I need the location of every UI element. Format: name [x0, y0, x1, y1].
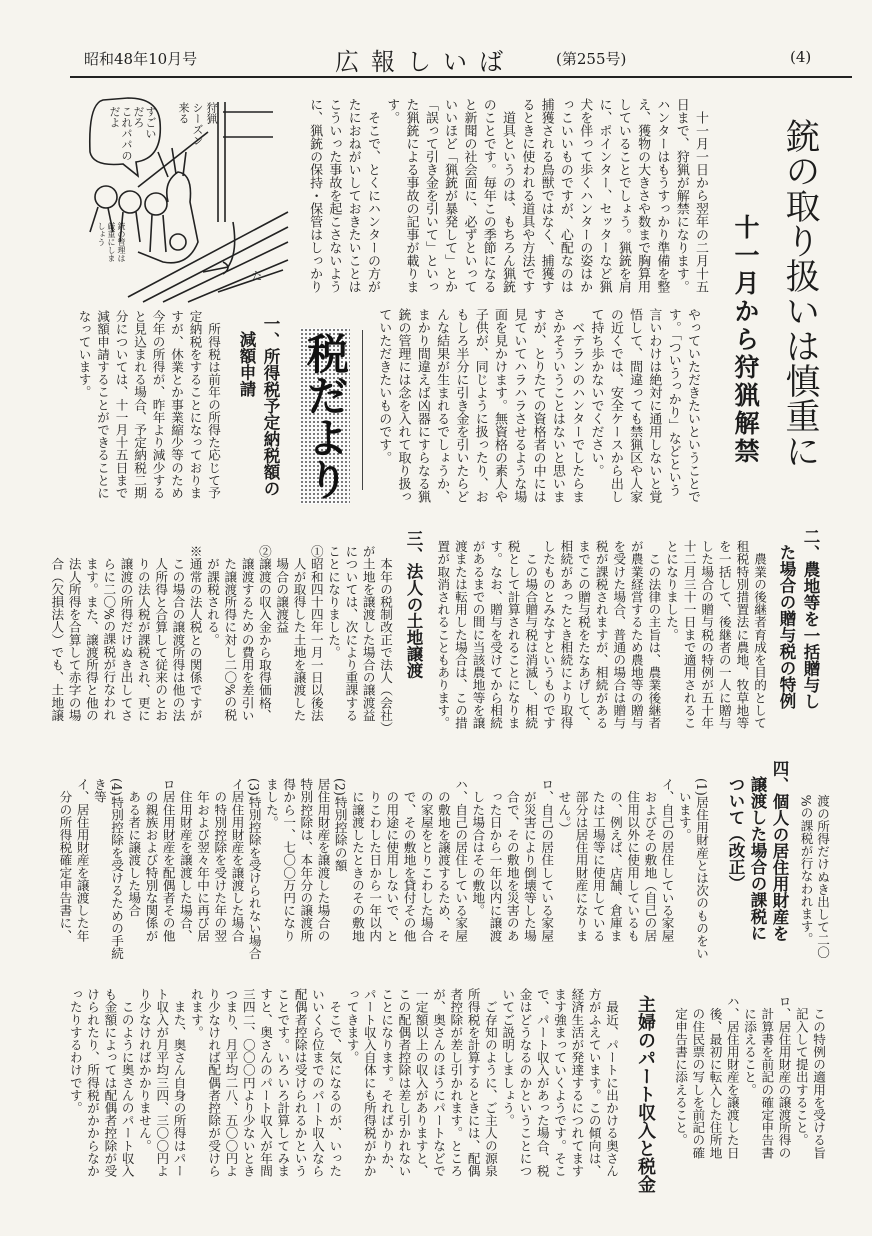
text-column: ハンターはもうすっかり準備を整: [654, 98, 670, 293]
text-column: が土地を譲渡した場合の譲渡益: [360, 545, 376, 722]
text-column: やっていただきたいということで: [685, 308, 700, 503]
text-column: 税として計算されることになりま: [505, 540, 521, 729]
text-column: 住用財産を譲渡した場合、: [177, 778, 193, 942]
artist-signature: た: [250, 270, 263, 281]
text-column: に添えること。: [742, 995, 757, 1096]
text-column: 十一月一日から翌年の二月十五: [693, 98, 708, 293]
text-column: 今年の所得が、昨年より減少する: [150, 310, 166, 499]
text-column: ベテランのハンターでしたらま: [569, 308, 585, 503]
item5-body: [67, 988, 621, 1177]
text-column: が農業経営するため農地等の贈与: [628, 540, 644, 729]
text-column: (1)居住用財産とは次のものをい: [694, 778, 709, 960]
item4-heading: [724, 760, 790, 942]
text-column: と新聞の社会面に、必ずといって: [461, 98, 477, 293]
text-column: 見ていてハラハラさせるような場: [511, 308, 527, 503]
text-column: 部分は居住用財産になりま: [573, 778, 589, 942]
tax-column-banner: [300, 328, 350, 504]
text-column: 合（欠損法人）でも、土地譲: [49, 545, 65, 722]
text-column: 金はどうなるのかということにつ: [517, 988, 533, 1177]
text-column: ことになりました。: [326, 545, 342, 659]
text-column: この配偶者控除は差し引かれない: [396, 988, 412, 1177]
text-column: りの法人税が課税され、更に: [135, 545, 151, 722]
text-column: と見込まれる場合、予定納税二期: [132, 310, 147, 499]
hunting-article-body-bottom: [374, 308, 702, 503]
text-column: (3)特別控除を受けられない場合: [246, 778, 262, 960]
speech-bubble: [108, 106, 156, 161]
text-column: の特別控除を受けた年の翌: [212, 778, 228, 942]
text-column: ご存知のように、ご主人の源泉: [482, 988, 498, 1177]
text-column: イ、自己の居住している家屋: [659, 778, 675, 942]
text-column: で、その敷地を貸付その他: [401, 778, 417, 942]
text-column: 配偶者控除は受けられるかという: [292, 988, 308, 1177]
text-column: した場合はその敷地。: [470, 778, 486, 917]
bubble-line: すごい: [144, 106, 157, 139]
text-column: した場合の贈与税の特例が五十年: [699, 540, 715, 729]
text-column: 経済生活が発達するにつれてます: [569, 988, 585, 1177]
text-column: 分については、十一月十五日まで: [113, 310, 129, 499]
text-column: 犬を伴って歩くハンターの姿はか: [577, 98, 593, 293]
text-column: 渡または転用した場合は、この措: [452, 540, 468, 729]
item2-heading: [774, 528, 822, 710]
text-column: るときに使われる道具や方法です: [519, 98, 535, 293]
text-column: 三四二、〇〇〇円より少ないとき: [240, 988, 256, 1177]
text-column: ロ、自己の居住している家屋: [539, 778, 555, 942]
text-column: ました。: [263, 778, 279, 829]
text-column: ハ、自己の居住している家屋: [453, 778, 469, 942]
text-column: せん。）: [556, 778, 572, 835]
caption-line: 狩猟: [205, 102, 218, 124]
text-column: 譲渡の所得だけぬき出してさ: [118, 545, 134, 722]
text-column: つまり、月平均二八、五〇〇円よ: [223, 988, 239, 1177]
text-column: (4)特別控除を受けるための手続: [109, 778, 125, 960]
heading-line: ついて（改正）: [726, 776, 745, 892]
text-column: の、例えば、店舗、倉庫ま: [607, 778, 623, 942]
text-column: パート収入自体にも所得税がかか: [361, 988, 377, 1177]
issue-date: 昭和48年10月号: [84, 50, 198, 68]
text-column: ていただきたいものです。: [376, 308, 392, 464]
heading-line: 二、農地等を一括贈与し: [801, 528, 820, 710]
text-column: った日から一年以内に譲渡: [487, 778, 503, 942]
caption-line: しょう: [97, 222, 106, 246]
text-column: ったりするわけです。: [67, 988, 83, 1114]
caption-line: 銃の管理は: [117, 222, 126, 262]
text-column: 最近、パートに出かける奥さん: [604, 988, 619, 1177]
text-column: が、奥さんのほうにパートなどで: [431, 988, 447, 1177]
text-column: この場合の譲渡所得は他の法: [170, 545, 186, 722]
text-column: に、ポインター、セッターなど猟: [596, 98, 612, 293]
bottom-caption: [96, 222, 126, 262]
text-column: の住民票の写しを前記の確: [690, 995, 706, 1159]
heading-line: 減額申請: [237, 331, 256, 397]
caption-line: 来る: [177, 102, 190, 124]
side-caption: [176, 102, 218, 146]
text-column: の敷地を譲渡するため、そ: [435, 778, 451, 942]
text-column: なっています。: [76, 310, 92, 399]
text-column: が課税される。: [205, 545, 221, 646]
text-column: ロ、居住用財産の譲渡所得の: [776, 995, 792, 1159]
text-column: ことです。いろいろ計算してみま: [275, 988, 291, 1177]
text-column: イ居住用財産を譲渡した場合: [229, 778, 245, 942]
text-column: 一定額以上の収入がありますと、: [413, 988, 429, 1177]
item1-heading: [234, 315, 282, 497]
text-column: いてご説明しましょう。: [500, 988, 516, 1127]
bubble-line: だよ: [108, 106, 121, 128]
text-column: の家屋をとりこわした場合: [418, 778, 434, 942]
page-number: (4): [790, 48, 812, 66]
text-column: て持ち歩かないでください。: [588, 308, 604, 477]
text-column: 譲渡するための費用を差引い: [239, 545, 255, 722]
text-column: ます。また、譲渡所得と他の: [83, 545, 99, 722]
text-column: りこわした日から一年以内: [367, 778, 383, 942]
text-column: までこの贈与税をたなあげして、: [576, 540, 592, 729]
text-column: また、奥さん自身の所得はパー: [171, 988, 187, 1177]
text-column: (2)特別控除の額: [332, 778, 348, 872]
text-column: 法人所得を合算して赤字の場: [66, 545, 82, 722]
text-column: に譲渡したときのその敷地: [349, 778, 365, 942]
text-column: していることでしょう。猟銃を肩: [615, 98, 631, 293]
newsletter-title: 広報しいば: [335, 48, 515, 76]
text-column: 税が課税されますが、相続がある: [593, 540, 609, 729]
text-column: 得から一、七〇〇万円になり: [281, 778, 297, 942]
text-column: 方がふえています。この傾向は、: [586, 988, 602, 1177]
text-column: まかり間違えば凶器にすらなる猟: [414, 308, 430, 503]
text-column: 定申告書に添えること。: [673, 995, 688, 1147]
text-column: 合で、その敷地を災害のあ: [504, 778, 520, 942]
text-column: に、猟銃の保持・保管はしっかり: [307, 98, 323, 293]
text-column: で、パート収入があった場合、税: [534, 988, 550, 1177]
text-column: この特例の適用を受ける旨: [811, 995, 826, 1159]
text-column: います。: [676, 778, 692, 841]
heading-line: 一、所得税予定納税額の: [261, 315, 280, 497]
text-column: 十二月三十一日まで適用されるこ: [681, 540, 697, 729]
text-column: イ、居住用財産を譲渡した年: [74, 778, 90, 942]
item3-heading: [401, 530, 425, 679]
text-column: たにおねがいしておきたいことは: [345, 98, 361, 293]
text-column: いいほど「猟銃が暴発して」とか: [442, 98, 458, 293]
text-column: 分の所得税確定申告書に、: [57, 778, 73, 942]
text-column: り少なければかかりません。: [136, 988, 152, 1152]
bubble-line: これパパの: [120, 106, 133, 161]
article-subtitle: 十一月から狩猟解禁: [731, 214, 760, 466]
text-column: そこで、気になるのが、いった: [327, 988, 343, 1177]
caption-line: シーズン: [191, 102, 204, 146]
bubble-line: だろ: [132, 106, 145, 128]
text-column: %の課税が行なわれます。: [798, 782, 814, 946]
tax-column-title: 税だより: [301, 332, 350, 500]
text-column: 日まで、狩猟が解禁になります。: [673, 98, 689, 293]
text-column: 子供が、同じように扱ったり、お: [472, 308, 488, 503]
text-column: 「誤って引き金を引いて」といっ: [422, 98, 438, 293]
text-column: およびその敷地（自己の居: [642, 778, 658, 942]
text-column: したものとみなすというものです: [540, 540, 556, 729]
text-column: このように奥さんのパート収入: [119, 988, 135, 1177]
text-column: も金額によっては配偶者控除が受: [102, 988, 118, 1177]
text-column: 減額申請することができることに: [95, 310, 110, 499]
item4-body-continued: [672, 995, 827, 1159]
text-column: ってきます。: [344, 988, 360, 1064]
text-column: ※通常の法人税との関係ですが: [187, 545, 203, 722]
text-column: すが、休業とか事業縮少等のため: [169, 310, 184, 499]
text-column: すと、奥さんのパート収入が年間: [258, 988, 274, 1177]
text-column: が災害により倒壊等した場: [521, 778, 537, 942]
text-column: ます強まっていくようです。そこ: [552, 988, 568, 1177]
heading-line: 譲渡した場合の課税に: [748, 776, 767, 941]
text-column: 年および翌々年中に再び居: [195, 778, 211, 942]
text-column: 定納税をすることになっておりま: [187, 310, 203, 499]
text-column: 特別控除は、本年分の譲渡所: [298, 778, 314, 942]
text-column: 記入して提出すること。: [793, 995, 809, 1147]
text-column: たは工場等に使用している: [590, 778, 606, 942]
text-column: き等: [91, 778, 107, 804]
text-column: 後、最初に転入した住所地: [707, 995, 723, 1159]
text-column: ある者に譲渡した場合: [126, 778, 142, 917]
text-column: の親族および特別な関係が: [143, 778, 159, 942]
text-column: 面を見かけます。無資格の素人や: [492, 308, 508, 503]
text-column: については、次により重課する: [343, 545, 359, 722]
text-column: の用途に使用しないで、と: [384, 778, 400, 942]
text-column: 計算書を前記の確定申告書: [759, 995, 775, 1159]
text-column: そこで、とくにハンターの方が: [364, 98, 380, 293]
text-column: 言いわけは絶対に通用しないと覚: [646, 308, 662, 503]
text-column: らに二〇%の課税が行なわれ: [101, 545, 117, 721]
text-column: いいくら位までのパート収入なら: [309, 988, 325, 1177]
text-column: 住用以外に使用しているも: [625, 778, 641, 942]
text-column: を受けた場合、普通の場合は贈与: [611, 540, 627, 729]
article-title: 銃の取り扱いは慎重に: [780, 118, 820, 468]
text-column: 所得税を計算するときには、配偶: [465, 988, 481, 1177]
text-column: 居住用財産を譲渡した場合の: [315, 778, 331, 942]
text-column: 場合の譲渡益: [274, 545, 290, 634]
text-column: 相続があったとき相続により取得: [558, 540, 574, 729]
caption-line: 厳重にしま: [107, 222, 116, 262]
column-divider: [362, 330, 363, 490]
text-column: 渡の所得だけぬき出して二〇: [815, 782, 830, 959]
heading-line: 主婦のパート収入と税金: [635, 995, 656, 1193]
text-column: があるまでの間に当該農地等を譲: [470, 540, 486, 729]
text-column: り少なければ配偶者控除が受けら: [206, 988, 222, 1177]
text-column: っこいいものですが、心配なのは: [557, 98, 573, 293]
heading-line: 四、個人の居住用財産を: [770, 760, 789, 942]
text-column: 租税特別措置法に農地、牧草地等: [734, 540, 750, 729]
text-column: 悟して、間違っても禁猟区や人家: [627, 308, 643, 503]
text-column: す。: [384, 98, 400, 124]
text-column: 銃の管理には念を入れて取り扱っ: [395, 308, 411, 503]
text-column: の近くでは、安全ケースから出し: [607, 308, 623, 503]
text-column: すが、とりたての資格者の中には: [530, 308, 546, 503]
text-column: 置が取消されることもあります。: [435, 540, 451, 729]
text-column: ト収入が月平均三四、三〇〇円よ: [154, 988, 170, 1177]
text-column: 農業の後継者育成を目的として: [752, 540, 767, 729]
text-column: 本年の税制改正で法人（会社）: [378, 545, 393, 734]
text-column: けられたり、所得税がかからなか: [85, 988, 101, 1177]
header-rule: [70, 76, 852, 78]
item2-body: [434, 540, 768, 729]
text-column: 所得税は前年の所得た応じて予: [206, 310, 221, 499]
item1-body: [74, 310, 222, 499]
text-column: 者控除が差し引かれます。ところ: [448, 988, 464, 1177]
item5-heading: [633, 995, 657, 1193]
text-column: す。「ついうっかり」などという: [665, 308, 681, 497]
text-column: この場合贈与税は消滅し、相続: [523, 540, 539, 729]
text-column: 人所得と合算して従来のとお: [153, 545, 169, 722]
heading-line: た場合の贈与税の特例: [777, 544, 796, 709]
text-column: んな結果が生まれるでしょうか、: [434, 308, 450, 503]
text-column: 人が取得した土地を譲渡した: [291, 545, 307, 722]
text-column: 捕獲される鳥獣ではなく、捕獲す: [538, 98, 554, 293]
text-column: こういった事故を起こさないよう: [326, 98, 342, 293]
text-column: ロ居住用財産を配偶者その他: [160, 778, 176, 942]
text-column: とになりました。: [664, 540, 680, 641]
text-column: ハ、居住用財産を譲渡した日: [724, 995, 740, 1159]
text-column: ②譲渡の収入金から取得価格、: [256, 545, 272, 722]
hunting-cartoon: [68, 92, 293, 307]
item3-body: [48, 545, 394, 734]
text-column: す。なお、贈与を受けてから相続: [488, 540, 504, 729]
text-column: さかそういうことはないと思いま: [549, 308, 565, 503]
text-column: を一括して、後継者の一人に贈与: [716, 540, 732, 729]
text-column: 道具というのは、もちろん猟銃: [500, 98, 516, 293]
text-column: のことです。毎年この季節になる: [480, 98, 496, 293]
item4-body: [56, 778, 710, 960]
text-column: もしろ半分に引き金を引いたらど: [453, 308, 469, 503]
text-column: た猟銃による事故の記事が載りま: [403, 98, 419, 293]
text-column: ①昭和四十四年一月一日以後法: [308, 545, 324, 722]
text-column: え、獲物の大きさや数まで胸算用: [635, 98, 651, 293]
text-column: れます。: [188, 988, 204, 1039]
hunting-article-body-top: [305, 98, 710, 293]
text-column: この法律の主旨は、農業後継者: [646, 540, 662, 729]
heading-line: 三、法人の土地譲渡: [404, 530, 423, 679]
text-column: た譲渡所得に対し二〇%の税: [222, 545, 238, 721]
item3-body-continued: [797, 782, 830, 958]
issue-number: (第255号): [556, 50, 627, 68]
text-column: ことになります。そればかりか、: [379, 988, 395, 1177]
